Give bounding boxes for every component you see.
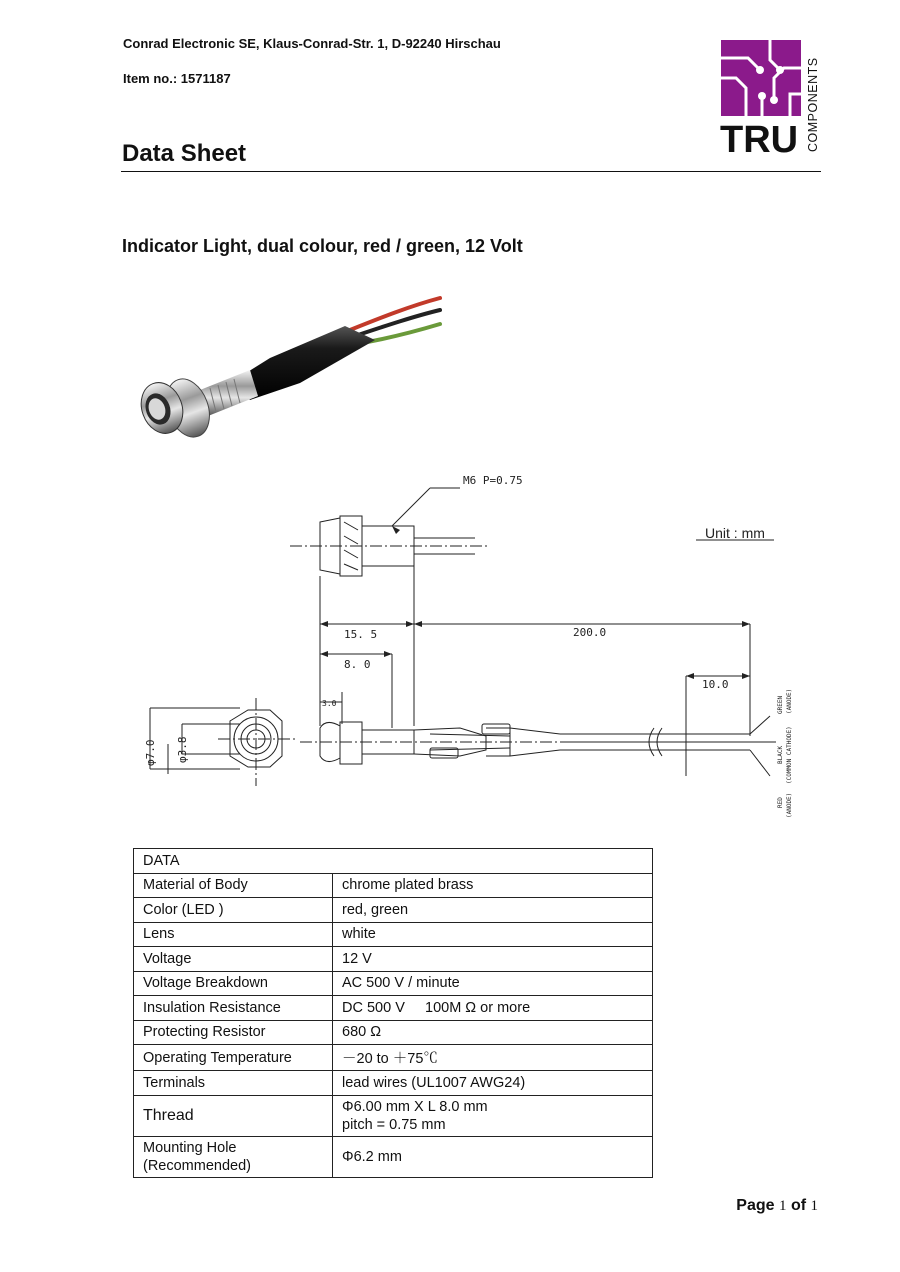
dim-200: 200.0 [573, 626, 607, 639]
dim-8: 8. 0 [344, 658, 371, 671]
dim-dia-3-8: φ3.8 [176, 736, 189, 763]
page-word: Page [736, 1197, 775, 1214]
spec-value: lead wires (UL1007 AWG24) [333, 1071, 653, 1096]
spec-value: －20 to ＋75℃ [333, 1045, 653, 1071]
spec-value: red, green [333, 898, 653, 923]
spec-key: Terminals [134, 1071, 333, 1096]
spec-key: Material of Body [134, 873, 333, 898]
spec-key-line2: (Recommended) [143, 1157, 251, 1174]
dimension-drawing [130, 466, 830, 836]
wire-label-black: BLACK [777, 745, 784, 764]
dim-3: 3.0 [322, 699, 337, 708]
spec-key: Color (LED ) [134, 898, 333, 923]
spec-key: Lens [134, 922, 333, 947]
page-title: Data Sheet [122, 140, 247, 167]
spec-key-line1: Mounting Hole [143, 1139, 237, 1156]
dim-15-5: 15. 5 [344, 628, 378, 641]
company-address: Conrad Electronic SE, Klaus-Conrad-Str. 1, D-92240 Hirschau [123, 36, 501, 51]
page-number [736, 1197, 818, 1215]
spec-value: Φ6.2 mm [333, 1136, 653, 1177]
spec-table [133, 848, 653, 1178]
spec-value: AC 500 V / minute [333, 971, 653, 996]
dim-dia-7: φ7.0 [144, 739, 157, 766]
tru-components-logo [718, 38, 822, 160]
wire-label-green-sub: (ANODE) [786, 688, 793, 714]
spec-value-line2: pitch = 0.75 mm [342, 1116, 446, 1133]
thread-label: M6 P=0.75 [463, 474, 523, 487]
unit-label: Unit : mm [705, 525, 765, 541]
product-photo [130, 288, 445, 448]
spec-table-header: DATA [134, 849, 653, 874]
table-row [134, 1020, 653, 1045]
table-row [134, 1095, 653, 1136]
spec-value: white [333, 922, 653, 947]
wire-label-black-sub: (COMMON CATHODE) [786, 726, 793, 784]
spec-value: chrome plated brass [333, 873, 653, 898]
wire-label-green: GREEN [777, 695, 784, 714]
spec-key: Voltage Breakdown [134, 971, 333, 996]
table-row [134, 873, 653, 898]
logo-text-tru: TRU [720, 119, 799, 160]
table-row [134, 971, 653, 996]
spec-key [134, 1136, 333, 1177]
dim-10: 10.0 [702, 678, 729, 691]
title-divider [121, 171, 821, 172]
spec-key: Protecting Resistor [134, 1020, 333, 1045]
table-row [134, 898, 653, 923]
spec-key: Operating Temperature [134, 1045, 333, 1071]
product-title: Indicator Light, dual colour, red / green, 12 Volt [122, 236, 523, 256]
table-row [134, 1045, 653, 1071]
table-row [134, 947, 653, 972]
of-word: of [790, 1197, 807, 1214]
table-row [134, 922, 653, 947]
spec-value: DC 500 V 100M Ω or more [333, 996, 653, 1021]
table-row [134, 1136, 653, 1177]
spec-value [333, 1095, 653, 1136]
spec-value-line1: Φ6.00 mm X L 8.0 mm [342, 1098, 488, 1115]
table-row [134, 1071, 653, 1096]
page-total: 1 [810, 1198, 818, 1214]
spec-key: Voltage [134, 947, 333, 972]
spec-value: 680 Ω [333, 1020, 653, 1045]
spec-key: Insulation Resistance [134, 996, 333, 1021]
logo-text-components: COMPONENTS [806, 57, 820, 152]
table-row [134, 996, 653, 1021]
spec-key: Thread [134, 1095, 333, 1136]
page-current: 1 [778, 1198, 787, 1214]
spec-value: 12 V [333, 947, 653, 972]
wire-label-red-sub: (ANODE) [786, 792, 793, 818]
item-number: Item no.: 1571187 [123, 71, 231, 86]
wire-label-red: RED [777, 797, 784, 808]
